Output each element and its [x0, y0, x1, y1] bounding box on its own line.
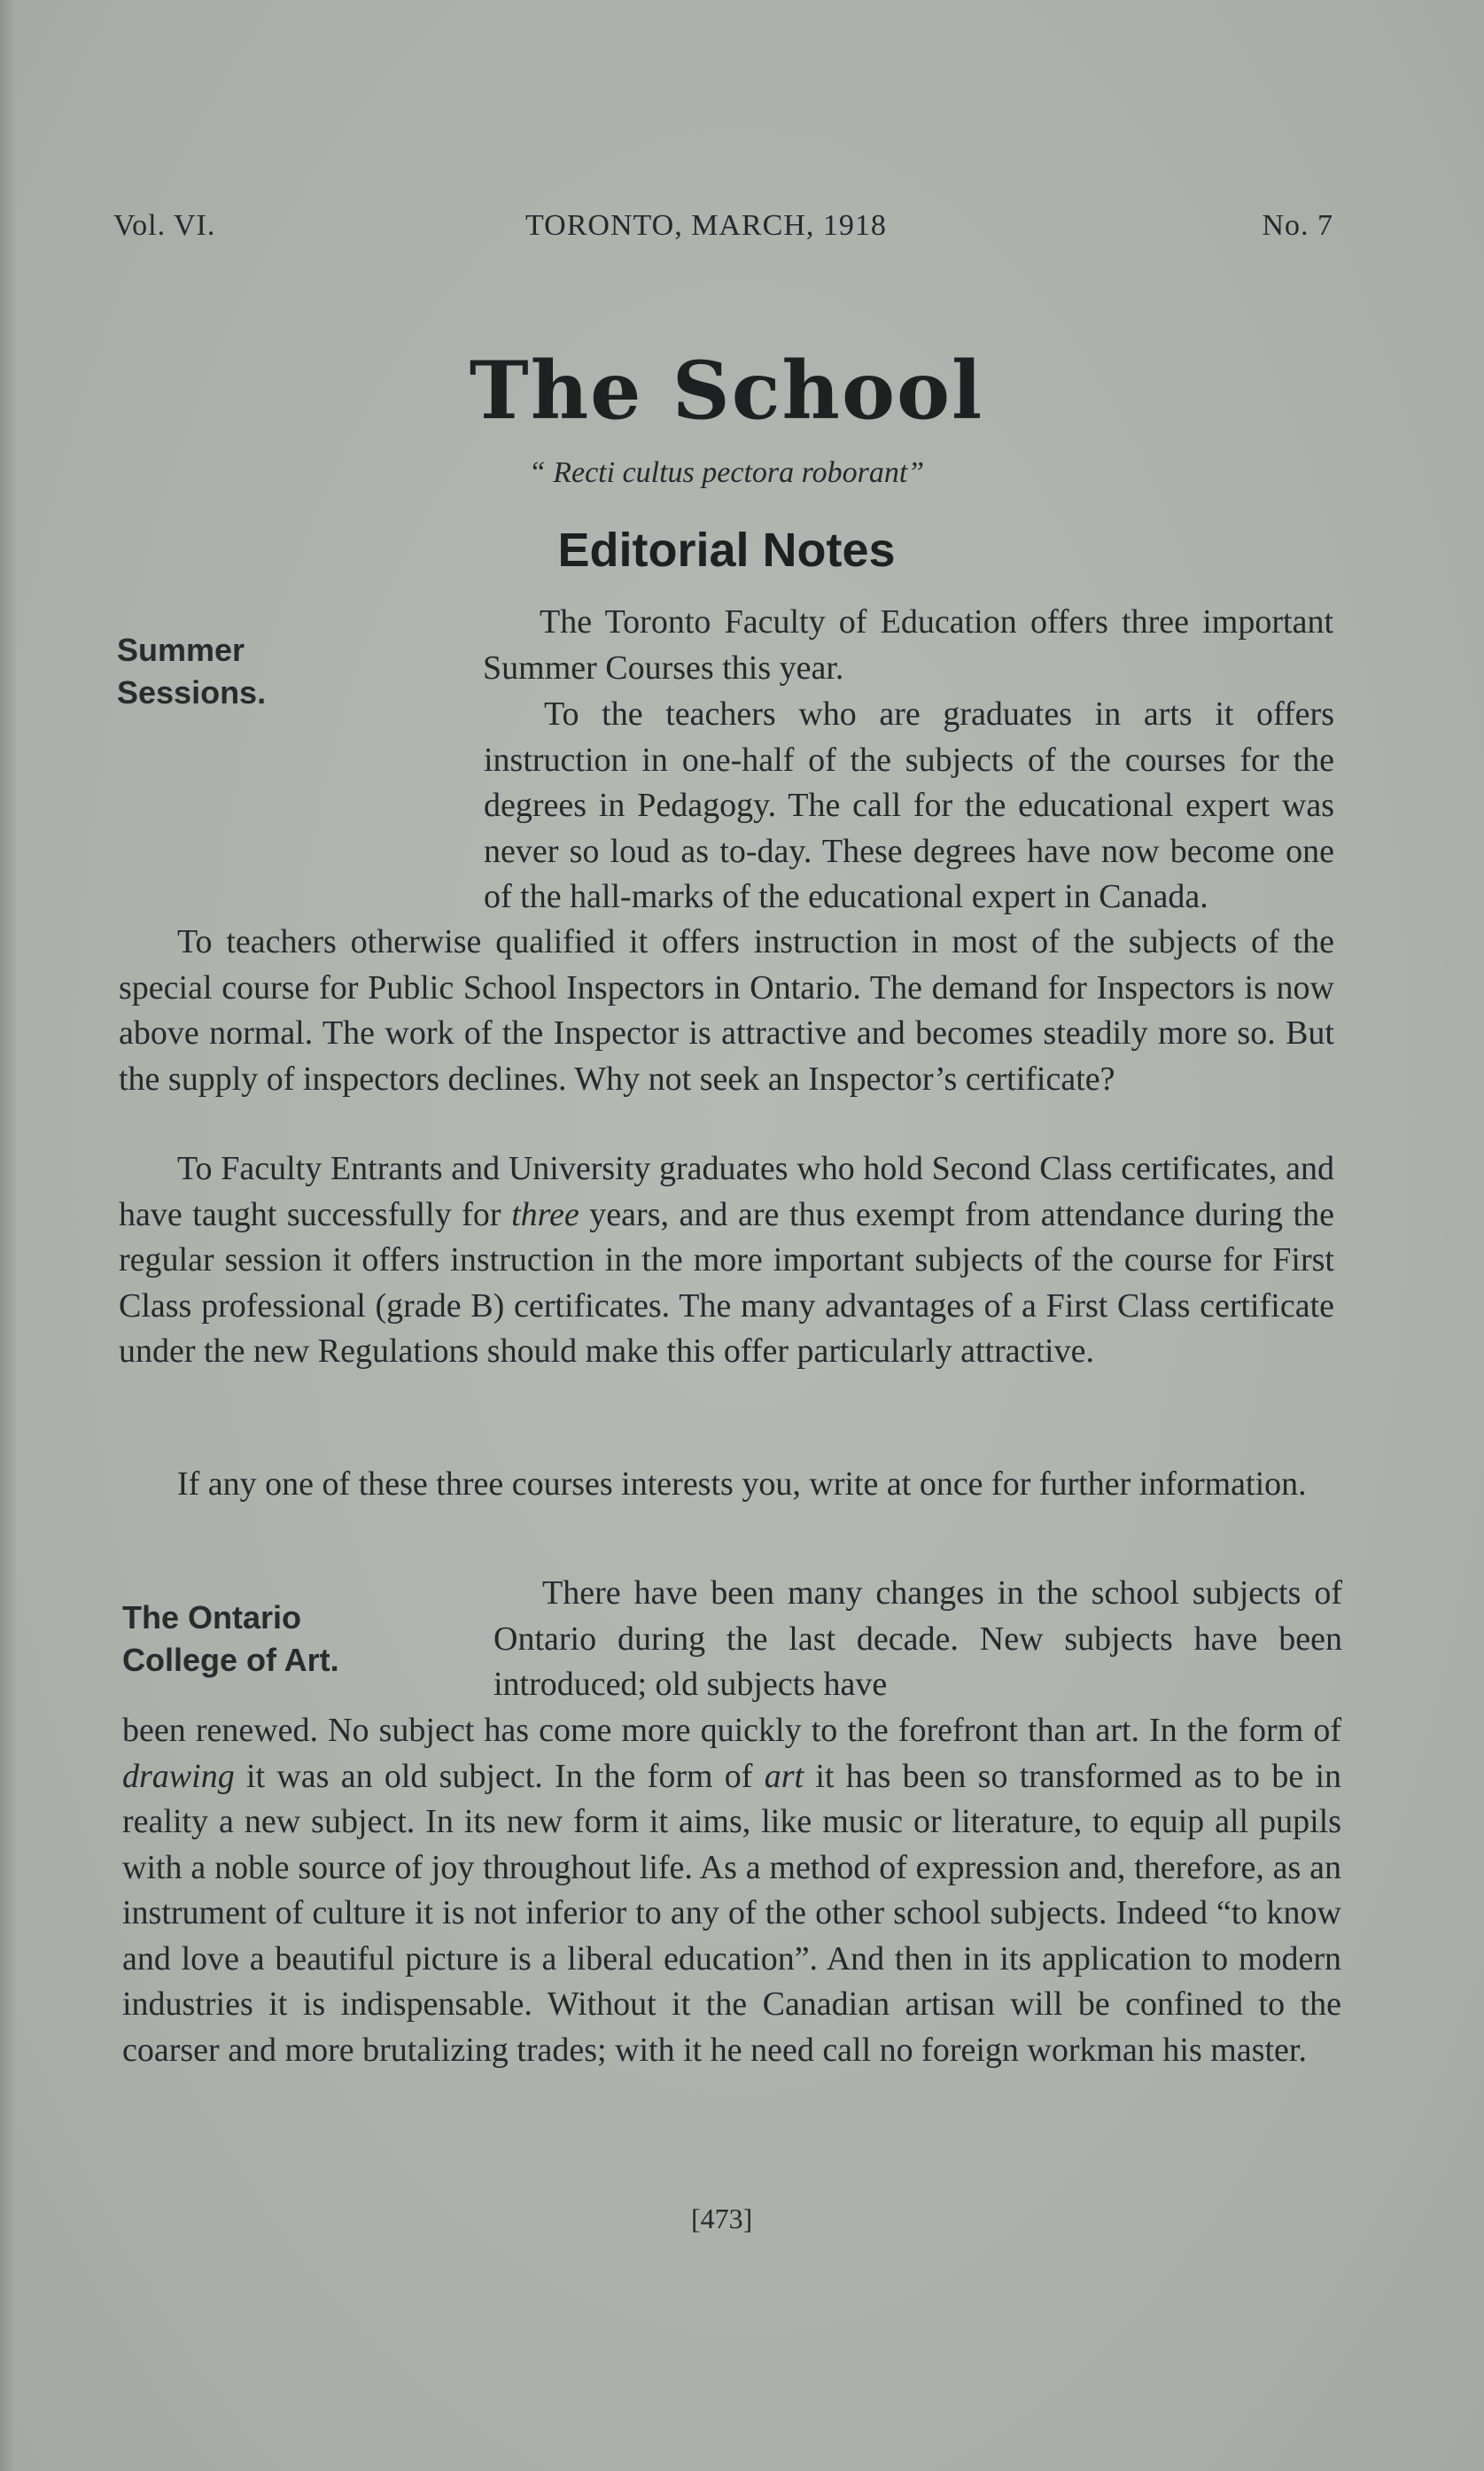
side-heading-college-of-art: [122, 1597, 339, 1682]
article-paragraph: To teachers otherwise qualified it offers instruction in most of the subjects of the special course for Public School Inspectors in Ontario. The demand for Inspectors is now above normal. The work of the Inspector is attractive and becomes steadily more so. But the supply of inspectors declines. Why not seek an Inspector’s certificate?: [119, 923, 1334, 1098]
paragraph-text: years, and are thus exempt from attendance during the regular session it offers instruction in the more important subjects of the course for First Class professional (grade B) certificates. The many advantages of a First Class certificate under the new Regulations should make this offer particularly attractive.: [119, 1195, 1334, 1370]
emphasis-text: art: [764, 1757, 804, 1795]
masthead-motto: “ Recti cultus pectora roborant”: [528, 456, 925, 489]
paragraph-text: To Faculty Entrants and University graduates who hold Second Class certificates, and have taught successfully for: [119, 1150, 1334, 1233]
article-paragraph: [119, 1146, 1334, 1375]
paragraph-text: been renewed. No subject has come more quickly to the forefront than art. In the form of: [122, 1712, 1341, 1749]
volume-label: Vol. VI.: [113, 209, 216, 242]
side-heading-line: Sessions.: [117, 674, 267, 711]
place-date: TORONTO, MARCH, 1918: [525, 209, 887, 242]
masthead-title: The School: [469, 344, 984, 438]
paragraph-text: it has been so transformed as to be in reality a new subject. In its new form it aims, like music or literature, to equip all pupils with a noble source of joy throughout life. As a method of expression and, therefore, as an instrument of culture it is not inferior to any of the other school subjects. Indeed “to know and love a beautiful picture is a liberal education”. And then in its application to modern industries it is indispensable. Without it the Canadian artisan will be confined to the coarser and more brutalizing trades; with it he need call no foreign workman his master.: [122, 1757, 1342, 2069]
article-paragraph: If any one of these three courses interests you, write at once for further information.: [177, 1465, 1307, 1503]
emphasis-text: drawing: [122, 1757, 235, 1795]
article-body: [122, 1708, 1341, 2073]
article-paragraph: [119, 692, 1334, 921]
side-heading-line: The Ontario: [122, 1599, 302, 1636]
issue-number: No. 7: [1262, 209, 1333, 242]
emphasis-text: three: [511, 1195, 579, 1233]
paragraph-text: it was an old subject. In the form of: [234, 1757, 765, 1795]
page-number: [473]: [691, 2203, 753, 2234]
side-heading-line: Summer: [117, 632, 245, 668]
paragraph-text: To the teachers who are graduates in arts it offers instruction in one-half of the subjects of the courses for the degrees in Pedagogy. The call for the educational expert was never so loud as to-day. These degrees have now become one of the hall-marks of the educational expert in Canada.: [484, 695, 1334, 915]
article-lead: The Toronto Faculty of Education offers three important Summer Courses this year.: [483, 603, 1333, 687]
side-heading-line: College of Art.: [122, 1642, 339, 1678]
running-header: [113, 209, 1333, 253]
section-title: Editorial Notes: [557, 524, 896, 577]
article-lead: There have been many changes in the school subjects of Ontario during the last decade. New subjects have been introduced; old subjects have: [493, 1574, 1342, 1703]
